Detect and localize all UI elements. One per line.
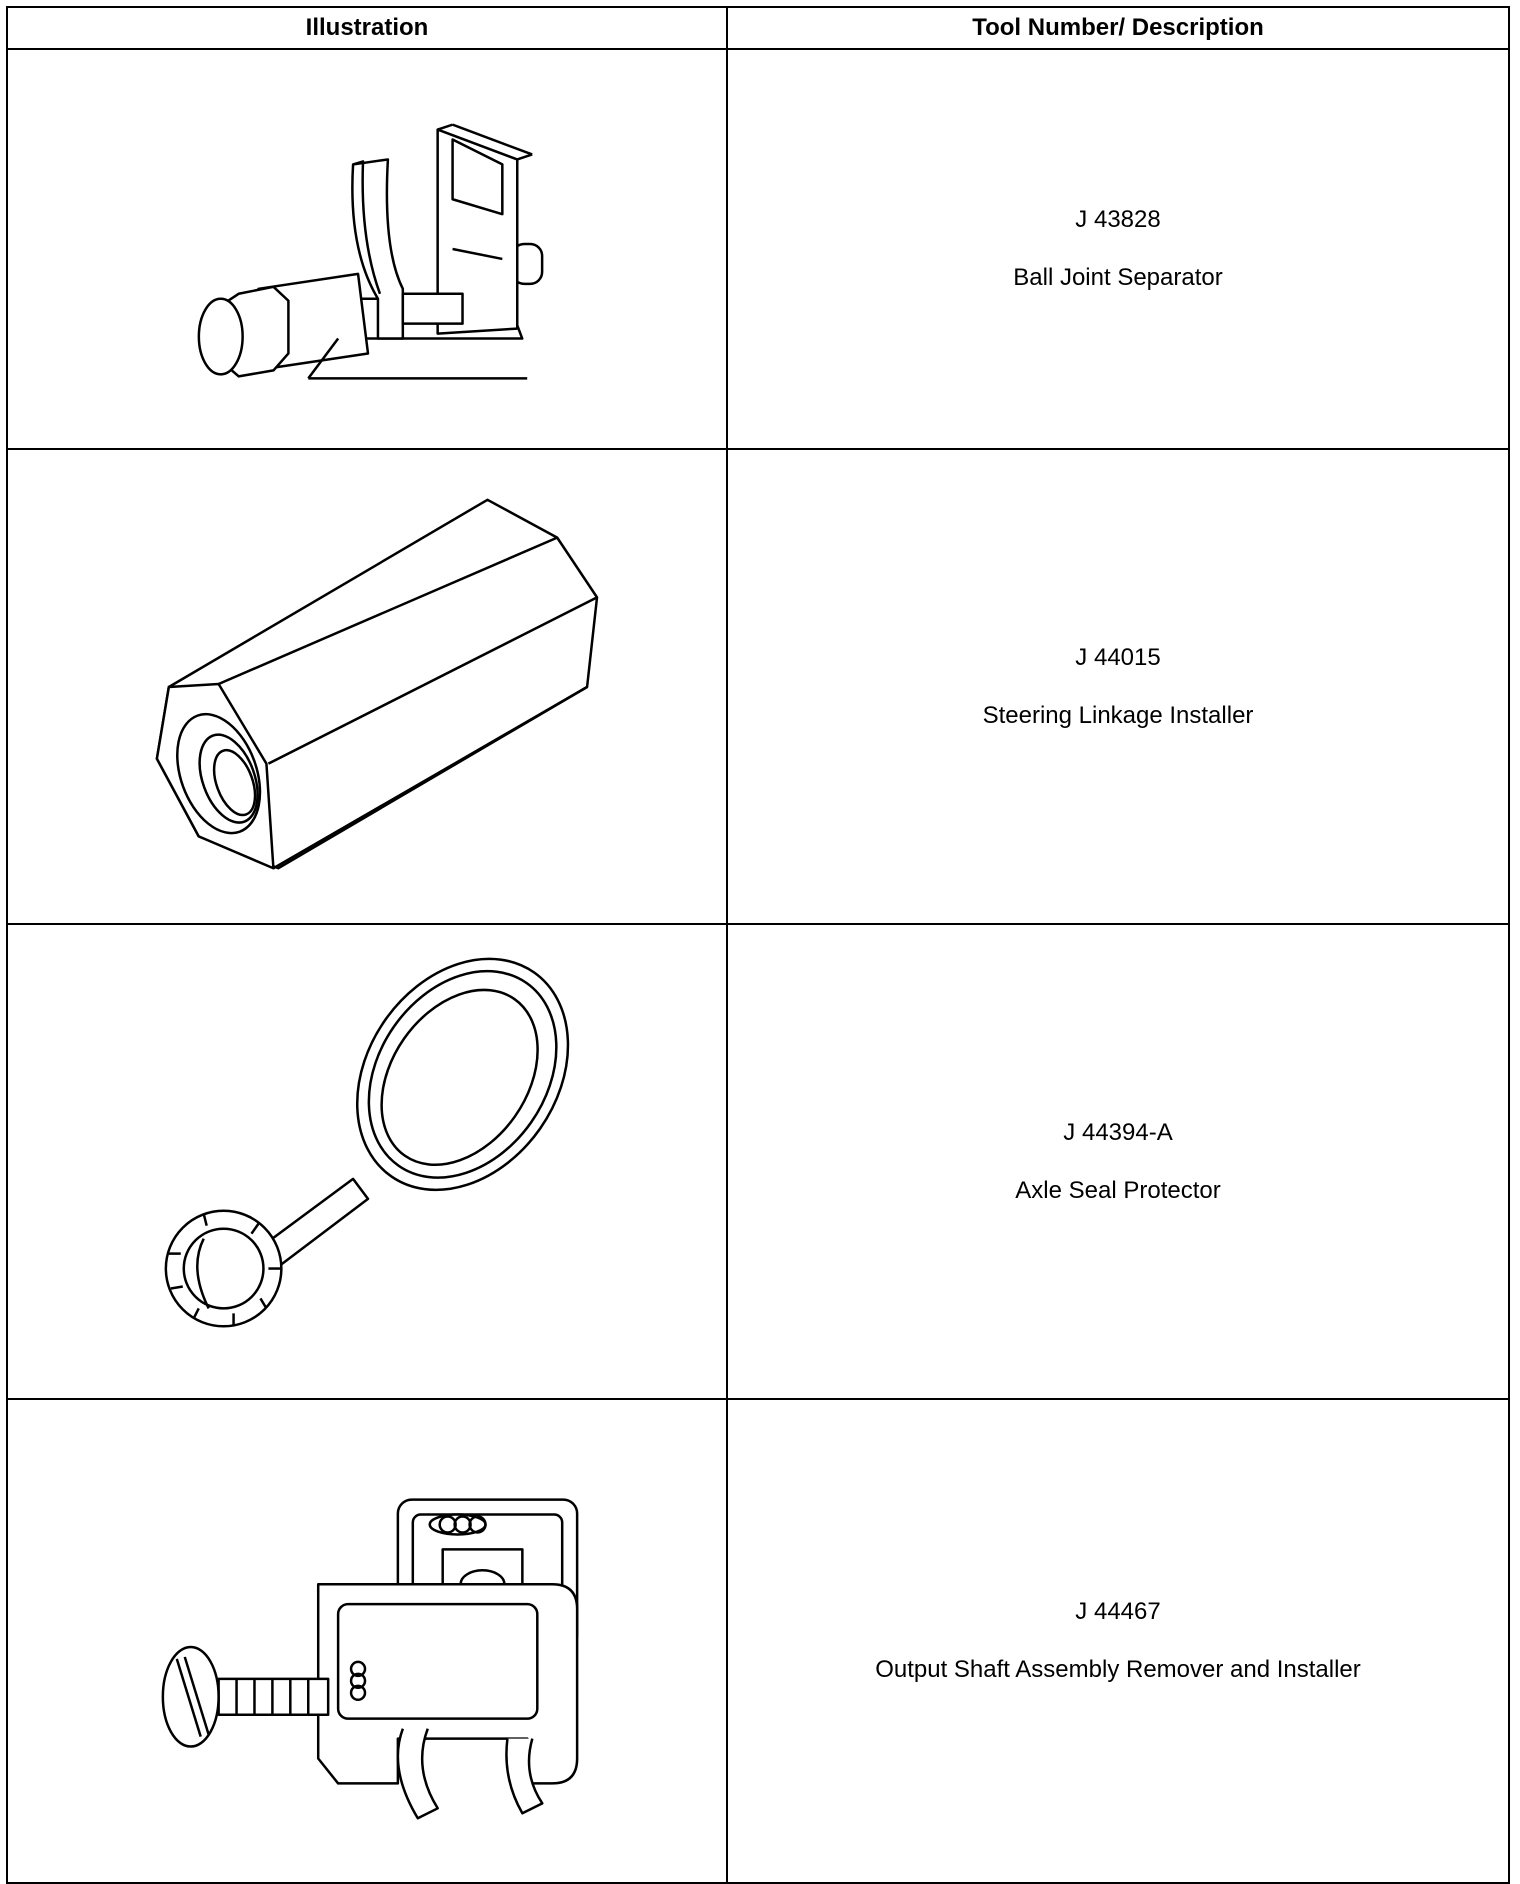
- tool-description-cell: [727, 449, 1509, 924]
- tool-name: Ball Joint Separator: [1013, 264, 1223, 291]
- output-shaft-tool-illustration: [8, 1400, 728, 1882]
- tool-name: Axle Seal Protector: [1015, 1176, 1221, 1204]
- tool-name: Steering Linkage Installer: [982, 701, 1254, 729]
- illustration-cell: [7, 49, 727, 449]
- tool-description-header: Tool Number/ Description: [727, 7, 1509, 49]
- table-row: [7, 49, 1509, 449]
- tool-description-cell: [727, 49, 1509, 449]
- steering-linkage-installer-illustration: [8, 450, 728, 923]
- illustration-cell: [7, 449, 727, 924]
- table-row: [7, 1399, 1509, 1883]
- ball-joint-separator-illustration: [8, 50, 728, 448]
- axle-seal-protector-illustration: [8, 925, 728, 1398]
- illustration-header: Illustration: [7, 7, 727, 49]
- tool-number: J 44394-A: [1063, 1118, 1173, 1146]
- header-row: [7, 7, 1509, 49]
- tool-name: Output Shaft Assembly Remover and Installer: [875, 1656, 1361, 1683]
- tool-number: J 44015: [1075, 643, 1161, 671]
- table-row: [7, 449, 1509, 924]
- illustration-cell: [7, 1399, 727, 1883]
- tool-description-cell: [727, 924, 1509, 1399]
- table-row: [7, 924, 1509, 1399]
- illustration-cell: [7, 924, 727, 1399]
- special-tools-table: [6, 6, 1510, 1884]
- tool-number: J 43828: [1075, 206, 1161, 233]
- tool-description-cell: [727, 1399, 1509, 1883]
- tool-number: J 44467: [1075, 1598, 1161, 1625]
